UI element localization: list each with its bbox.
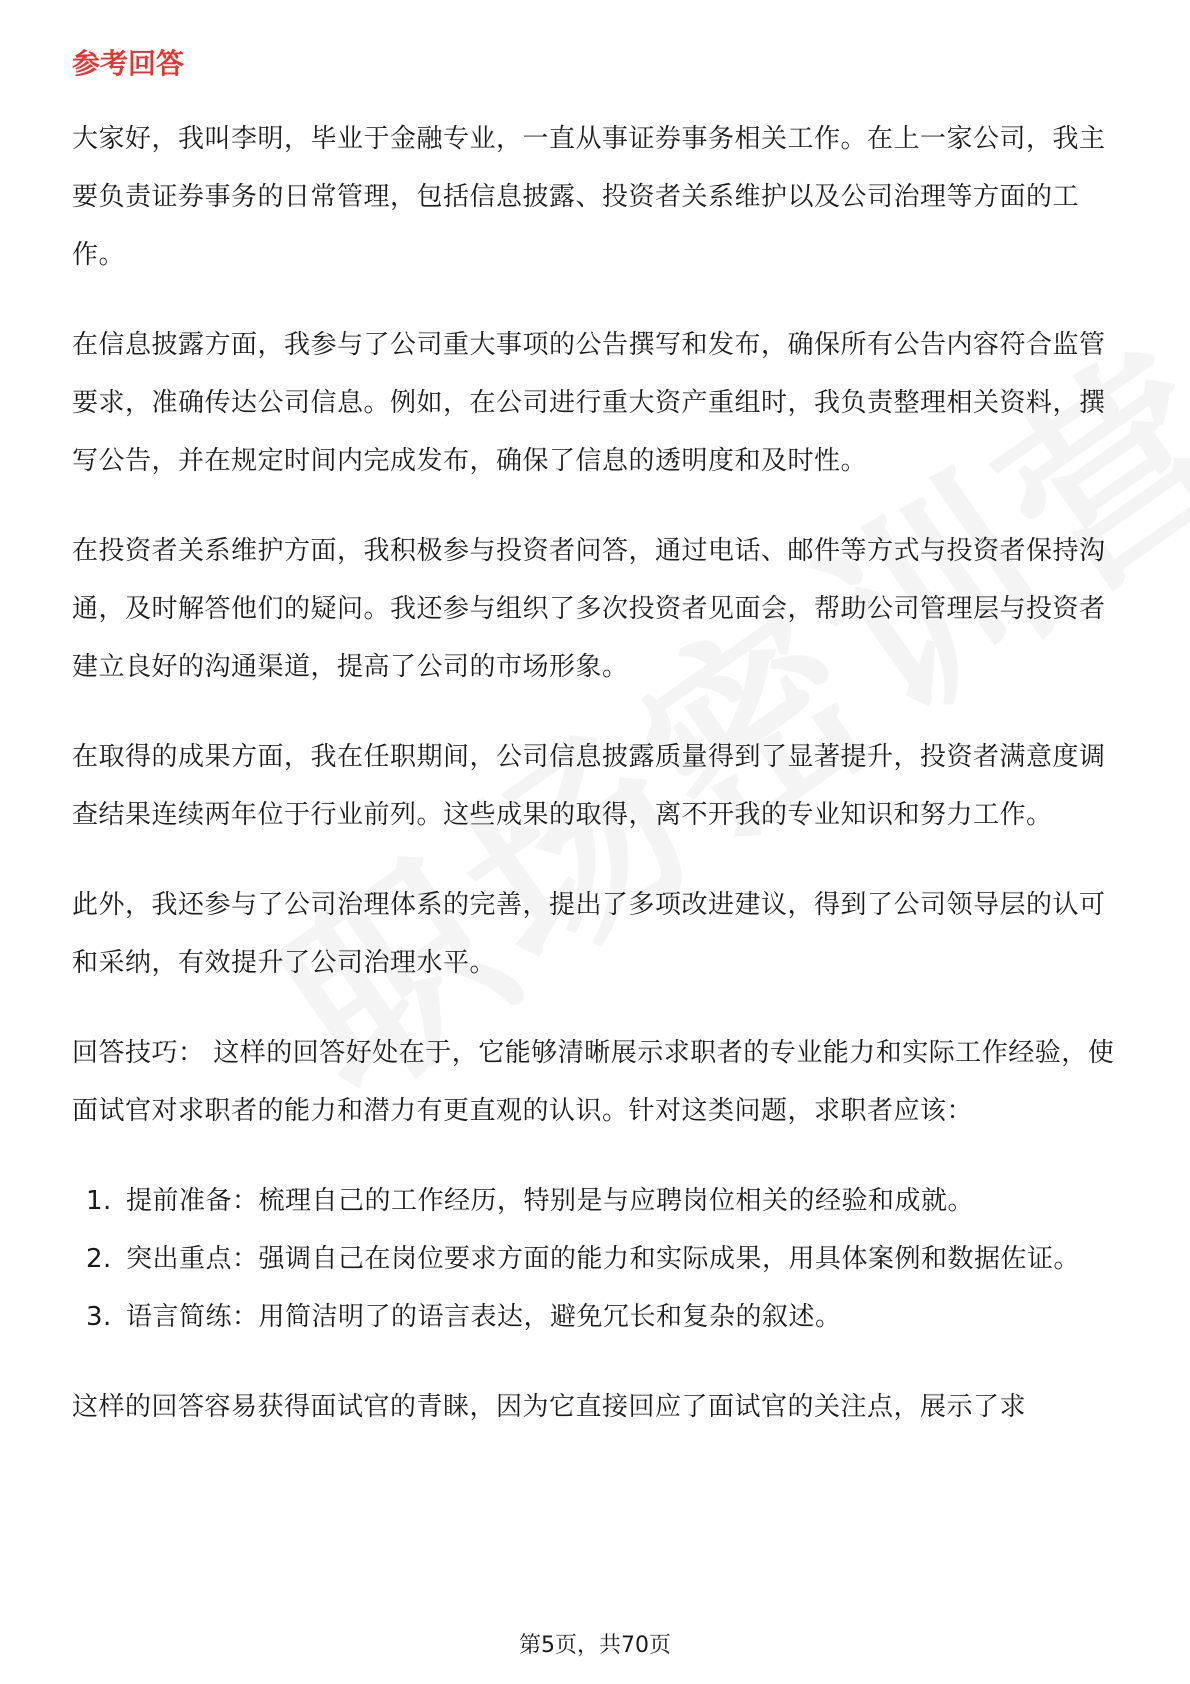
paragraph-tips: 回答技巧： 这样的回答好处在于，它能够清晰展示求职者的专业能力和实际工作经验，使面试官对求职者的能力和潜力有更直观的认识。针对这类问题，求职者应该： [72, 1038, 1115, 1126]
page-footer: 第5页，共70页 [519, 1633, 671, 1658]
list-text: 提前准备：梳理自己的工作经历，特别是与应聘岗位相关的经验和成就。 [126, 1186, 975, 1216]
list-number: 3. [86, 1302, 112, 1332]
tips-list [72, 1172, 1122, 1346]
paragraph-investor-relations: 在投资者关系维护方面，我积极参与投资者问答，通过电话、邮件等方式与投资者保持沟通，及时解答他们的疑问。我还参与组织了多次投资者见面会，帮助公司管理层与投资者建立良好的沟通渠道，提高了公司的市场形象。 [72, 536, 1106, 682]
list-text: 语言简练：用简洁明了的语言表达，避免冗长和复杂的叙述。 [126, 1302, 842, 1332]
list-item [72, 1172, 1122, 1230]
list-item [72, 1230, 1122, 1288]
paragraph-closing: 这样的回答容易获得面试官的青睐，因为它直接回应了面试官的关注点，展示了求 [72, 1392, 1027, 1422]
paragraph-governance: 此外，我还参与了公司治理体系的完善，提出了多项改进建议，得到了公司领导层的认可和采纳，有效提升了公司治理水平。 [72, 890, 1106, 978]
section-heading: 参考回答 [72, 47, 185, 80]
paragraph-achievements: 在取得的成果方面，我在任职期间，公司信息披露质量得到了显著提升，投资者满意度调查结果连续两年位于行业前列。这些成果的取得，离不开我的专业知识和努力工作。 [72, 742, 1106, 830]
list-number: 2. [86, 1244, 112, 1274]
list-text: 突出重点：强调自己在岗位要求方面的能力和实际成果，用具体案例和数据佐证。 [126, 1244, 1081, 1274]
paragraph-disclosure: 在信息披露方面，我参与了公司重大事项的公告撰写和发布，确保所有公告内容符合监管要求，准确传达公司信息。例如，在公司进行重大资产重组时，我负责整理相关资料，撰写公告，并在规定时间内完成发布，确保了信息的透明度和及时性。 [72, 330, 1106, 476]
paragraph-intro: 大家好，我叫李明，毕业于金融专业，一直从事证券事务相关工作。在上一家公司，我主要负责证券事务的日常管理，包括信息披露、投资者关系维护以及公司治理等方面的工作。 [72, 124, 1106, 270]
list-item [72, 1288, 1122, 1346]
list-number: 1. [86, 1186, 112, 1216]
document-page [72, 44, 1122, 1468]
